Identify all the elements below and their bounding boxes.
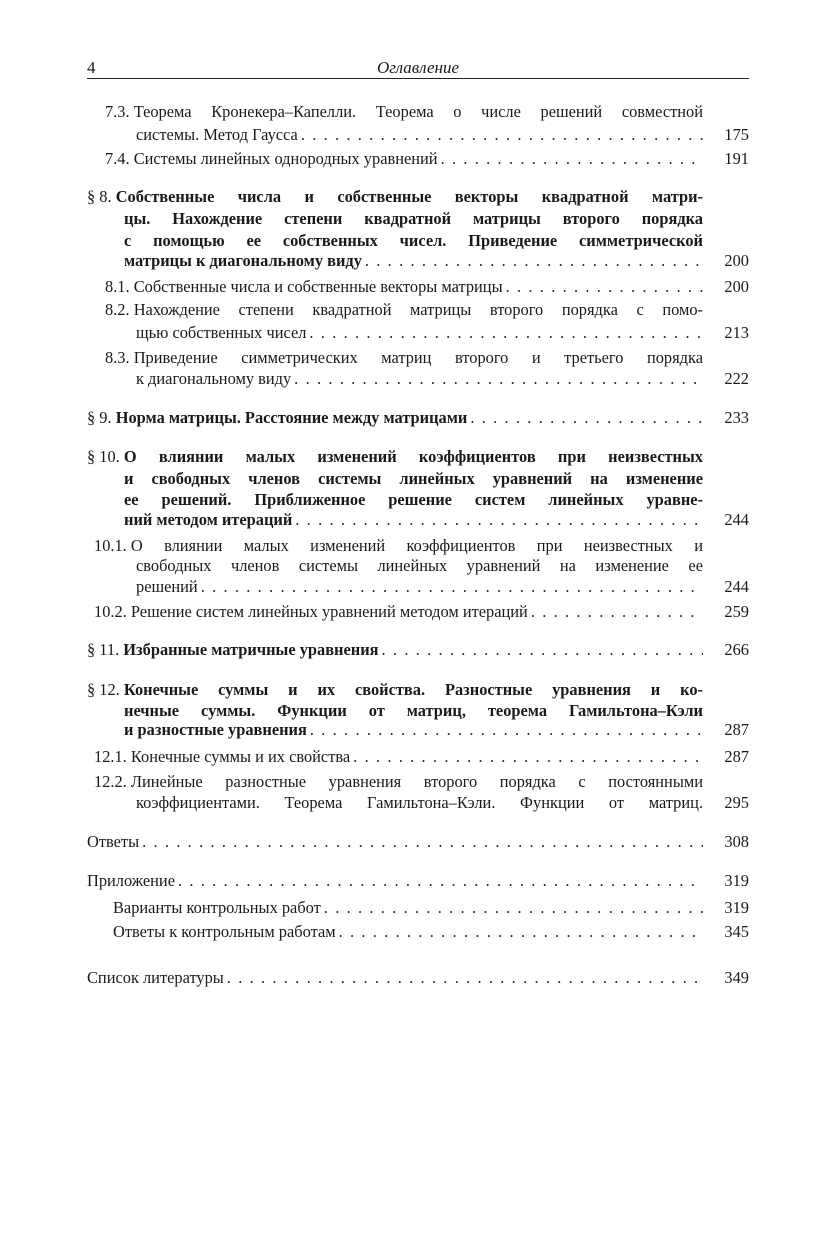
toc-number: § 8.: [87, 187, 112, 206]
toc-page-11: 266: [724, 640, 749, 659]
toc-section-11: [87, 639, 703, 661]
toc-section-10-line4: [124, 509, 703, 531]
toc-page-8-2: 213: [724, 323, 749, 342]
running-header: [87, 56, 749, 79]
toc-text: матрицы к диагональному виду: [124, 251, 362, 270]
toc-text: нечные суммы. Функции от матриц, теорема Гамильтона–Кэли: [124, 701, 703, 720]
toc-entry-10-1-line1: [94, 535, 703, 557]
toc-test-answers: [113, 921, 703, 943]
toc-entry-7-4: [105, 148, 703, 170]
toc-text: щью собственных чисел: [136, 323, 307, 342]
toc-section-10-line2: [124, 468, 703, 490]
leader-dots: [142, 831, 703, 853]
toc-entry-8-1: [105, 276, 703, 298]
toc-text: свободных членов системы линейных уравнений на изменение ее: [136, 556, 703, 575]
toc-section-10-line1: [87, 446, 703, 468]
toc-page-answers: 308: [724, 832, 749, 851]
toc-text: Ответы: [87, 832, 140, 851]
toc-number: 12.2.: [94, 772, 127, 791]
toc-text: Системы линейных однородных уравнений: [133, 149, 438, 168]
toc-page-8: 200: [724, 251, 749, 270]
toc-number: § 9.: [87, 408, 112, 427]
toc-number: 8.2.: [105, 300, 130, 319]
toc-number: 10.1.: [94, 536, 127, 555]
toc-entry-7-3-line2: [136, 124, 703, 146]
toc-text: Линейные разностные уравнения второго порядка с постоянными: [130, 772, 703, 791]
page-title: Оглавление: [376, 58, 460, 77]
toc-appendix: [87, 870, 703, 892]
toc-number: 7.4.: [105, 149, 130, 168]
toc-text: и разностные уравнения: [124, 720, 307, 739]
leader-dots: [324, 897, 703, 919]
toc-entry-8-3-line1: [105, 347, 703, 369]
toc-page-10-2: 259: [724, 602, 749, 621]
toc-section-12-line3: [124, 719, 703, 741]
toc-entry-7-3-line1: [105, 101, 703, 123]
toc-text: Варианты контрольных работ: [113, 898, 321, 917]
toc-text: Избранные матричные уравнения: [123, 640, 379, 659]
page-number: 4: [87, 58, 96, 77]
toc-text: Приведение симметрических матриц второго и третьего порядка: [133, 348, 703, 367]
toc-number: § 10.: [87, 447, 120, 466]
toc-text: ний методом итераций: [124, 510, 293, 529]
toc-page-10: 244: [724, 510, 749, 529]
toc-answers: [87, 831, 703, 853]
leader-dots: [295, 509, 703, 531]
toc-entry-10-1-line3: [136, 576, 703, 598]
leader-dots: [365, 250, 703, 272]
toc-section-12-line1: [87, 679, 703, 701]
leader-dots: [531, 601, 703, 623]
toc-references: [87, 967, 703, 989]
toc-section-8-line1: [87, 186, 703, 208]
leader-dots: [178, 870, 703, 892]
toc-page-8-1: 200: [724, 277, 749, 296]
toc-entry-8-2-line1: [105, 299, 703, 321]
leader-dots: [201, 576, 703, 598]
toc-page-12-2: 295: [724, 793, 749, 812]
leader-dots: [339, 921, 703, 943]
toc-number: 10.2.: [94, 602, 127, 621]
toc-text: Нахождение степени квадратной матрицы второго порядка с помо-: [133, 300, 703, 319]
leader-dots: [353, 746, 703, 768]
leader-dots: [227, 967, 703, 989]
toc-page-7-4: 191: [724, 149, 749, 168]
toc-text: Список литературы: [87, 968, 224, 987]
toc-page-10-1: 244: [724, 577, 749, 596]
toc-entry-10-2: [94, 601, 703, 623]
toc-text: Собственные числа и собственные векторы матрицы: [133, 277, 503, 296]
toc-number: § 11.: [87, 640, 120, 659]
toc-text: Норма матрицы. Расстояние между матрицами: [115, 408, 468, 427]
toc-entry-8-2-line2: [136, 322, 703, 344]
toc-section-8-line4: [124, 250, 703, 272]
toc-text: О влиянии малых изменений коэффициентов при неизвестных и: [130, 536, 703, 555]
toc-page-8-3: 222: [724, 369, 749, 388]
toc-number: § 12.: [87, 680, 120, 699]
leader-dots: [301, 124, 703, 146]
toc-page-12: 287: [724, 720, 749, 739]
toc-entry-12-2-line1: [94, 771, 703, 793]
toc-section-8-line3: [124, 230, 703, 252]
leader-dots: [506, 276, 703, 298]
toc-page-test-answers: 345: [724, 922, 749, 941]
toc-number: 8.3.: [105, 348, 130, 367]
toc-text: Конечные суммы и их свойства: [130, 747, 351, 766]
toc-number: 12.1.: [94, 747, 127, 766]
toc-page-9: 233: [724, 408, 749, 427]
toc-section-9: [87, 407, 703, 429]
toc-text: Теорема Кронекера–Капелли. Теорема о числе решений совместной: [133, 102, 703, 121]
toc-entry-8-3-line2: [136, 368, 703, 390]
toc-text: Собственные числа и собственные векторы квадратной матри-: [115, 187, 703, 206]
toc-text: и свободных членов системы линейных уравнений на изменение: [124, 469, 703, 488]
toc-text: Ответы к контрольным работам: [113, 922, 336, 941]
toc-entry-12-1: [94, 746, 703, 768]
toc-text: с помощью ее собственных чисел. Приведение симметрической: [124, 231, 703, 250]
toc-text: Решение систем линейных уравнений методом итераций: [130, 602, 528, 621]
leader-dots: [294, 368, 703, 390]
toc-text: Приложение: [87, 871, 175, 890]
toc-text: цы. Нахождение степени квадратной матрицы второго порядка: [124, 209, 703, 228]
leader-dots: [382, 639, 703, 661]
toc-page-variants: 319: [724, 898, 749, 917]
leader-dots: [470, 407, 703, 429]
toc-section-10-line3: [124, 489, 703, 511]
toc-entry-10-1-line2: [136, 555, 703, 577]
toc-text: решений: [136, 577, 198, 596]
toc-entry-12-2-line2: [136, 792, 703, 814]
toc-page-references: 349: [724, 968, 749, 987]
toc-text: О влиянии малых изменений коэффициентов при неизвестных: [123, 447, 703, 466]
toc-page-7-3: 175: [724, 125, 749, 144]
leader-dots: [441, 148, 703, 170]
toc-number: 7.3.: [105, 102, 130, 121]
toc-text: к диагональному виду: [136, 369, 292, 388]
toc-text: коэффициентами. Теорема Гамильтона–Кэли. Функции от матриц.: [136, 793, 703, 812]
toc-text: системы. Метод Гаусса: [136, 125, 298, 144]
toc-variants: [113, 897, 703, 919]
toc-page-12-1: 287: [724, 747, 749, 766]
toc-section-8-line2: [124, 208, 703, 230]
toc-text: ее решений. Приближенное решение систем линейных уравне-: [124, 490, 703, 509]
leader-dots: [309, 322, 703, 344]
toc-text: Конечные суммы и их свойства. Разностные уравнения и ко-: [123, 680, 703, 699]
toc-number: 8.1.: [105, 277, 130, 296]
toc-page-appendix: 319: [724, 871, 749, 890]
leader-dots: [310, 719, 703, 741]
